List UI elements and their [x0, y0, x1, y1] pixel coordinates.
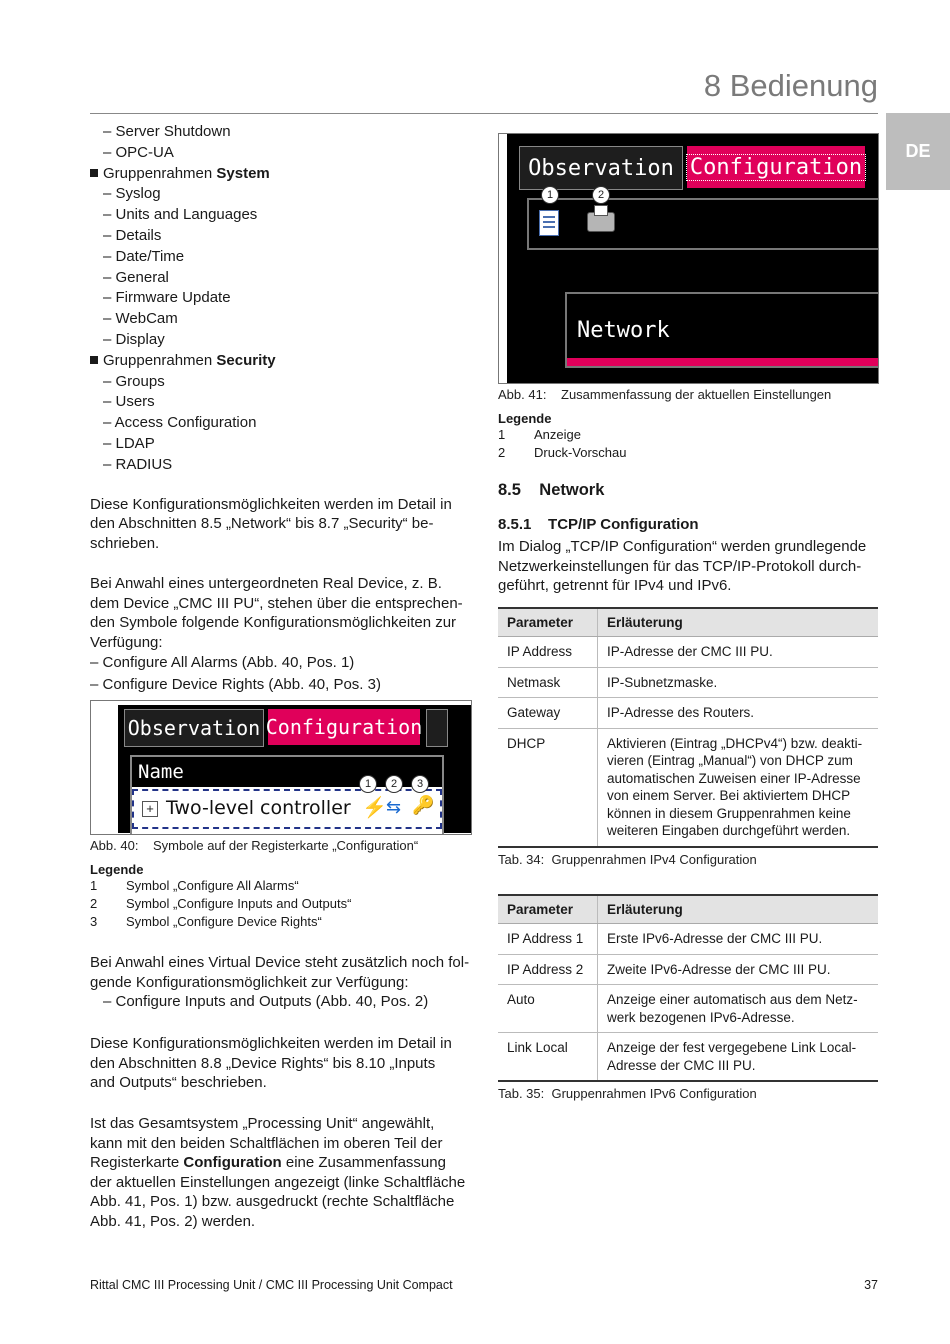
list-item: – OPC-UA [103, 143, 174, 161]
tree-panel [130, 755, 444, 835]
header-rule [90, 113, 878, 114]
tab-observation[interactable]: Observation [519, 146, 683, 190]
figure-41-caption: Abb. 41: Zusammenfassung der aktuellen Einstellungen [498, 387, 832, 402]
table-row: Auto Anzeige einer automatisch aus dem Netzwerk bezogenen IPv6-Adresse. [498, 985, 878, 1033]
left-column [90, 122, 480, 694]
list-item: – Access Configuration [103, 414, 257, 432]
table-row: IP Address IP-Adresse der CMC III PU. [498, 637, 878, 668]
legend-41: Legende 1 Anzeige 2 Druck-Vorschau [498, 411, 627, 460]
legend-40: Legende 1 Symbol „Configure All Alarms“ 2 Symbol „Configure Inputs and Outputs“ 3 Symbol „Configure Device Rights“ [90, 862, 352, 929]
tab-observation[interactable]: Observation [124, 709, 264, 747]
list-item: – Date/Time [103, 247, 185, 265]
table-ipv4 [498, 607, 878, 848]
column-header: Erläuterung [598, 895, 879, 924]
table-row: DHCP Aktivieren (Eintrag „DHCPv4“) bzw. deaktivieren (Eintrag „Manual“) von DHCP zum automatischen Zuweisen einer IP-Adresse von einem Server. Bei aktiviertem DHCP können in diesem Gruppenrahmen keine weiteren Eingaben durchgeführt werden. [498, 728, 878, 847]
table-row: IP Address 1 Erste IPv6-Adresse der CMC III PU. [498, 924, 878, 955]
list-item: – WebCam [103, 310, 178, 328]
list-item: – General [103, 268, 169, 286]
table-35-caption: Tab. 35: Gruppenrahmen IPv6 Configuration [498, 1086, 757, 1101]
table-34-caption: Tab. 34: Gruppenrahmen IPv4 Configuration [498, 852, 757, 867]
tab-configuration[interactable]: Configuration [268, 709, 420, 745]
paragraph-real-device: Bei Anwahl eines untergeordneten Real Device, z. B. dem Device „CMC III PU“, stehen über die entsprechen- den Symbole folgende Konfigurationsmöglichkeiten zur Verfügung: – Configure All Alarms (Abb. 40, Pos. 1) – Configure Device Rights (Abb. 40, Pos. 3) [90, 575, 463, 693]
list-item: – Display [103, 330, 165, 348]
print-preview-icon[interactable] [587, 212, 615, 232]
figure-40-caption: Abb. 40: Symbole auf der Registerkarte „Configuration“ [90, 838, 419, 853]
footer-product: Rittal CMC III Processing Unit / CMC III Processing Unit Compact [90, 1278, 453, 1292]
bullet-square-icon [90, 169, 98, 177]
expand-icon[interactable]: + [142, 801, 158, 817]
list-group-heading: Gruppenrahmen System [90, 164, 480, 185]
language-tab: DE [886, 113, 950, 190]
figure-40-screenshot [90, 700, 472, 835]
tree-node-row[interactable] [132, 789, 442, 829]
list-item: – Units and Languages [103, 206, 258, 224]
network-panel-title: Network [577, 318, 670, 343]
toolbar [527, 198, 879, 250]
callout-badge-1: 1 [359, 775, 377, 793]
chapter-title: 8 Bedienung [703, 68, 878, 103]
section-heading-8-5-1: 8.5.1 TCP/IP Configuration [498, 516, 699, 533]
configure-device-rights-icon[interactable]: 🔑 [412, 795, 435, 815]
table-row: Link Local Anzeige der fest vergegebene Link Local-Adresse der CMC III PU. [498, 1033, 878, 1082]
bullet-square-icon [90, 356, 98, 364]
callout-badge-1: 1 [541, 186, 559, 204]
paragraph-tcpip: Im Dialog „TCP/IP Configuration“ werden grundlegende Netzwerkeinstellungen für das TCP/IP-Protokoll durch- geführt, getrennt für IPv4 und IPv6. [498, 538, 867, 594]
list-group-heading: Gruppenrahmen Security [90, 351, 480, 372]
figure-41-screenshot [498, 133, 879, 384]
config-list [90, 122, 480, 476]
network-panel [565, 292, 879, 368]
page-number: 37 [864, 1278, 878, 1292]
callout-badge-3: 3 [411, 775, 429, 793]
list-item: – Details [103, 226, 162, 244]
paragraph-device-rights-ref: Diese Konfigurationsmöglichkeiten werden im Detail in den Abschnitten 8.8 „Device Rights“ bis 8.10 „Inputs and Outputs“ beschrieben. [90, 1035, 452, 1091]
list-item: – Firmware Update [103, 289, 231, 307]
name-column-label: Name [138, 761, 184, 783]
callout-badge-2: 2 [385, 775, 403, 793]
column-header: Parameter [498, 895, 598, 924]
paragraph-processing-unit: Ist das Gesamtsystem „Processing Unit“ angewählt, kann mit den beiden Schaltflächen im oberen Teil der Registerkarte Configuration eine Zusammenfassung der aktuellen Einstellungen angezeigt (linke Schaltfläche Abb. 41, Pos. 1) bzw. ausgedruckt (rechte Schaltfläche Abb. 41, Pos. 2) werden. [90, 1115, 466, 1230]
list-item: – LDAP [103, 434, 155, 452]
paragraph-virtual-device: Bei Anwahl eines Virtual Device steht zusätzlich noch fol- gende Konfigurationsmöglichkeit zur Verfügung: – Configure Inputs and Outputs (Abb. 40, Pos. 2) [90, 954, 470, 1010]
list-item: – Groups [103, 372, 165, 390]
callout-badge-2: 2 [592, 186, 610, 204]
list-item: – RADIUS [103, 455, 173, 473]
column-header: Erläuterung [598, 608, 879, 637]
paragraph-sections-ref: Diese Konfigurationsmöglichkeiten werden im Detail in den Abschnitten 8.5 „Network“ bis 8.7 „Security“ beschrieben. [90, 495, 452, 552]
tab-configuration[interactable]: Configuration [687, 146, 865, 188]
section-heading-8-5: 8.5 Network [498, 481, 605, 499]
list-item: – Users [103, 393, 155, 411]
list-item: – Syslog [103, 185, 161, 203]
configure-inputs-outputs-icon[interactable]: ⇆ [386, 797, 402, 817]
tree-node-label: Two-level controller [166, 797, 351, 819]
configure-alarms-icon[interactable]: ⚡ [362, 797, 387, 819]
table-row: Gateway IP-Adresse des Routers. [498, 698, 878, 729]
column-header: Parameter [498, 608, 598, 637]
table-ipv6 [498, 894, 878, 1082]
list-item: – Server Shutdown [103, 123, 231, 140]
table-row: IP Address 2 Zweite IPv6-Adresse der CMC III PU. [498, 954, 878, 985]
table-row: Netmask IP-Subnetzmaske. [498, 667, 878, 698]
summary-view-icon[interactable] [539, 210, 559, 236]
